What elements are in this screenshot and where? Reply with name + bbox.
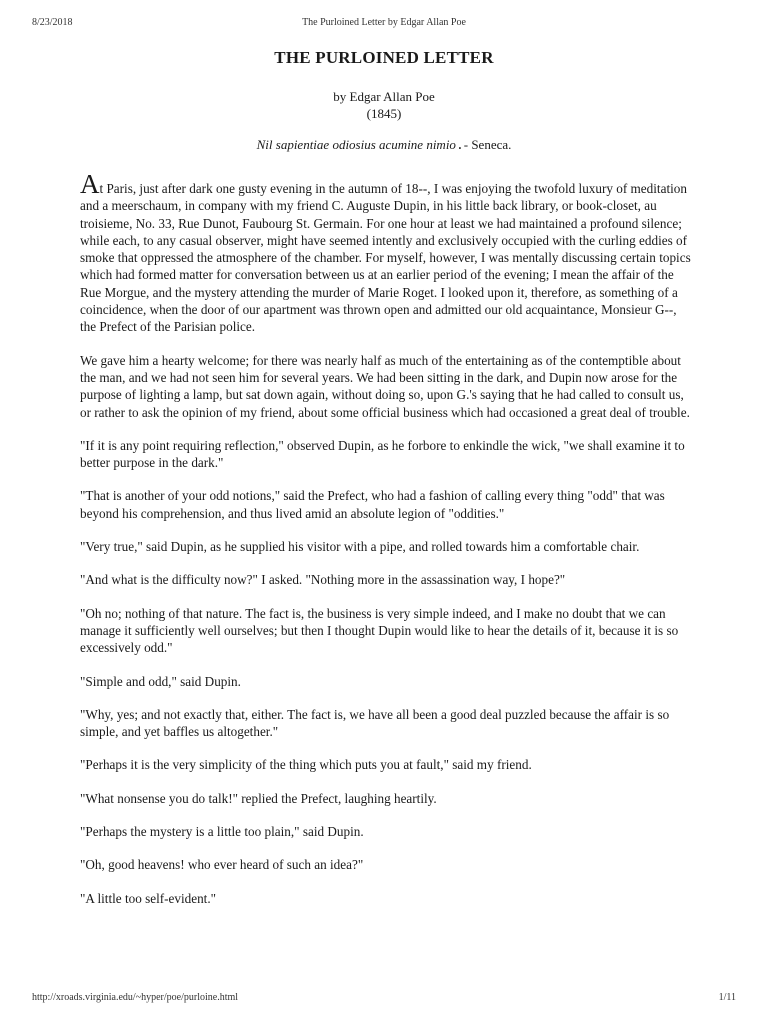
byline-block: [0, 88, 768, 122]
paragraph: "If it is any point requiring reflection," observed Dupin, as he forbore to enkindle the wick, "we shall examine it to better purpose in the dark.": [80, 437, 685, 471]
epigraph-dot: .: [455, 138, 464, 153]
paragraph: "Why, yes; and not exactly that, either. The fact is, we have all been a good deal puzzled because the affair is so simple, and yet baffles us altogether.": [80, 706, 670, 740]
drop-cap: A: [80, 169, 100, 199]
paragraph: "Perhaps it is the very simplicity of the thing which puts you at fault," said my friend.: [80, 757, 532, 773]
paragraph: "That is another of your odd notions," said the Prefect, who had a fashion of calling every thing "odd" that was beyond his comprehension, and thus lived amid an absolute legion of "oddities.": [80, 488, 665, 521]
paragraph: "And what is the difficulty now?" I asked. "Nothing more in the assassination way, I hope?": [80, 572, 566, 588]
source-url[interactable]: http://xroads.virginia.edu/~hyper/poe/purloine.html: [32, 992, 239, 1003]
epigraph-quote: Nil sapientiae odiosius acumine nimio: [256, 137, 456, 152]
page-number: 1/11: [718, 992, 736, 1003]
print-doc-title: The Purloined Letter by Edgar Allan Poe: [302, 17, 466, 28]
story-title: THE PURLOINED LETTER: [274, 48, 494, 67]
paragraph: "What nonsense you do talk!" replied the Prefect, laughing heartily.: [80, 790, 437, 806]
paragraph-1-text: t Paris, just after dark one gusty evening in the autumn of 18--, I was enjoying the twofold luxury of meditation and a meerschaum, in company with my friend C. Auguste Dupin, in his little back library, or book-closet, au troisieme, No. 33, Rue Dunot, Faubourg St. Germain. For one hour at least we had maintained a profound silence; while each, to any casual observer, might have seemed intently and exclusively occupied with the curling eddies of smoke that oppressed the atmosphere of the chamber. For myself, however, I was mentally discussing certain topics which had formed matter for conversation between us at an earlier period of the evening; I mean the affair of the Rue Morgue, and the mystery attending the murder of Marie Roget. I looked upon it, therefore, as something of a coincidence, when the door of our apartment was thrown open and admitted our old acquaintance, Monsieur G--, the Prefect of the Parisian police.: [80, 181, 691, 335]
publication-year: (1845): [366, 106, 402, 121]
author-byline: by Edgar Allan Poe: [333, 89, 435, 104]
epigraph: [0, 137, 768, 153]
paragraph: We gave him a hearty welcome; for there was nearly half as much of the entertaining as of the contemptible about the man, and we had not seen him for several years. We had been sitting in the dark, and Dupin now arose for the purpose of lighting a lamp, but sat down again, without doing so, upon G.'s saying that he had called to consult us, or rather to ask the opinion of my friend, about some official business which had occasioned a great deal of trouble.: [80, 352, 690, 420]
story-body: [80, 169, 692, 923]
epigraph-attribution: - Seneca.: [463, 137, 512, 152]
paragraph: "Very true," said Dupin, as he supplied his visitor with a pipe, and rolled towards him a comfortable chair.: [80, 539, 640, 555]
paragraph: "Perhaps the mystery is a little too plain," said Dupin.: [80, 824, 364, 840]
paragraph-1: [80, 169, 692, 336]
paragraph: "Oh no; nothing of that nature. The fact is, the business is very simple indeed, and I make no doubt that we can manage it sufficiently well ourselves; but then I thought Dupin would like to hear the details of it, because it is so excessively odd.": [80, 605, 679, 656]
print-date: 8/23/2018: [32, 17, 73, 28]
paragraph: "A little too self-evident.": [80, 890, 217, 906]
paragraph: "Oh, good heavens! who ever heard of such an idea?": [80, 857, 364, 873]
paragraph: "Simple and odd," said Dupin.: [80, 673, 241, 689]
